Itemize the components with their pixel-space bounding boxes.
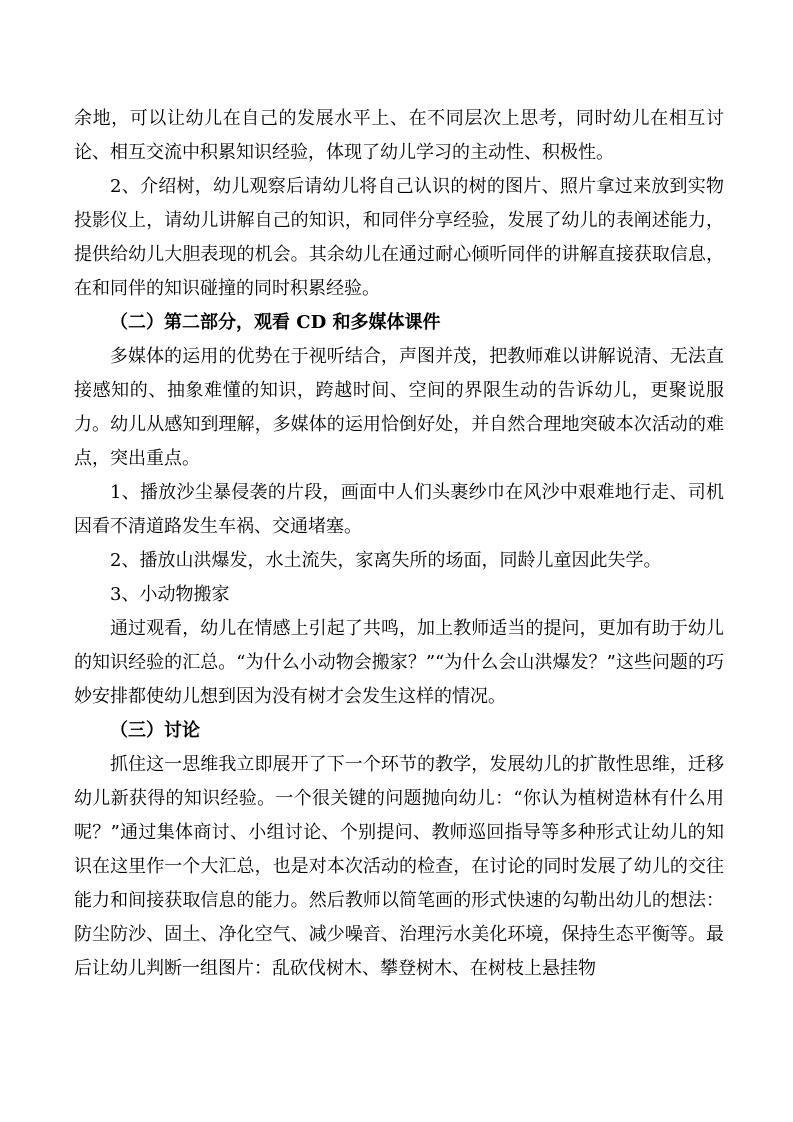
paragraph-discussion-body: 抓住这一思维我立即展开了下一个环节的教学，发展幼儿的扩散性思维，迁移幼儿新获得的知识经验。一个很关键的问题抛向幼儿：“你认为植树造林有什么用呢？”通过集体商讨、小组讨论、个别提问、教师巡回指导等多种形式让幼儿的知识在这里作一个大汇总，也是对本次活动的检查，在讨论的同时发展了幼儿的交往能力和间接获取信息的能力。然后教师以简笔画的形式快速的勾勒出幼儿的想法：防尘防沙、固土、净化空气、减少噪音、治理污水美化环境，保持生态平衡等。最后让幼儿判断一组图片：乱砍伐树木、攀登树木、在树枝上悬挂物 xyxy=(74,754,724,979)
paragraph-observation-summary: 通过观看，幼儿在情感上引起了共鸣，加上教师适当的提问，更加有助于幼儿的知识经验的汇总。“为什么小动物会搬家？”“为什么会山洪爆发？”这些问题的巧妙安排都使幼儿想到因为没有树才会发生这样的情况。 xyxy=(74,618,724,707)
section-heading-discussion: （三）讨论 xyxy=(110,720,200,741)
paragraph-animals-moving: 3、小动物搬家 xyxy=(110,584,230,605)
paragraph-introduce-trees: 2、介绍树，幼儿观察后请幼儿将自己认识的树的图片、照片拿过来放到实物投影仪上，请幼儿讲解自己的知识，和同伴分享经验，发展了幼儿的表阐述能力，提供给幼儿大胆表现的机会。其余幼儿在通过耐心倾听同伴的讲解直接获取信息，在和同伴的知识碰撞的同时积累经验。 xyxy=(74,176,724,299)
paragraph-flood-clip: 2、播放山洪爆发，水土流失，家离失所的场面，同龄儿童因此失学。 xyxy=(110,550,662,571)
paragraph-continuation: 余地，可以让幼儿在自己的发展水平上、在不同层次上思考，同时幼儿在相互讨论、相互交流中积累知识经验，体现了幼儿学习的主动性、积极性。 xyxy=(74,108,724,163)
section-heading-part-two: （二）第二部分，观看 CD 和多媒体课件 xyxy=(110,312,441,333)
paragraph-multimedia-advantages: 多媒体的运用的优势在于视听结合，声图并茂，把教师难以讲解说清、无法直接感知的、抽象难懂的知识，跨越时间、空间的界限生动的告诉幼儿，更聚说服力。幼儿从感知到理解，多媒体的运用恰倒好处，并自然合理地突破本次活动的难点，突出重点。 xyxy=(74,346,724,469)
paragraph-sandstorm-clip: 1、播放沙尘暴侵袭的片段，画面中人们头裹纱巾在风沙中艰难地行走、司机因看不清道路发生车祸、交通堵塞。 xyxy=(74,482,724,537)
document-body xyxy=(74,102,724,986)
